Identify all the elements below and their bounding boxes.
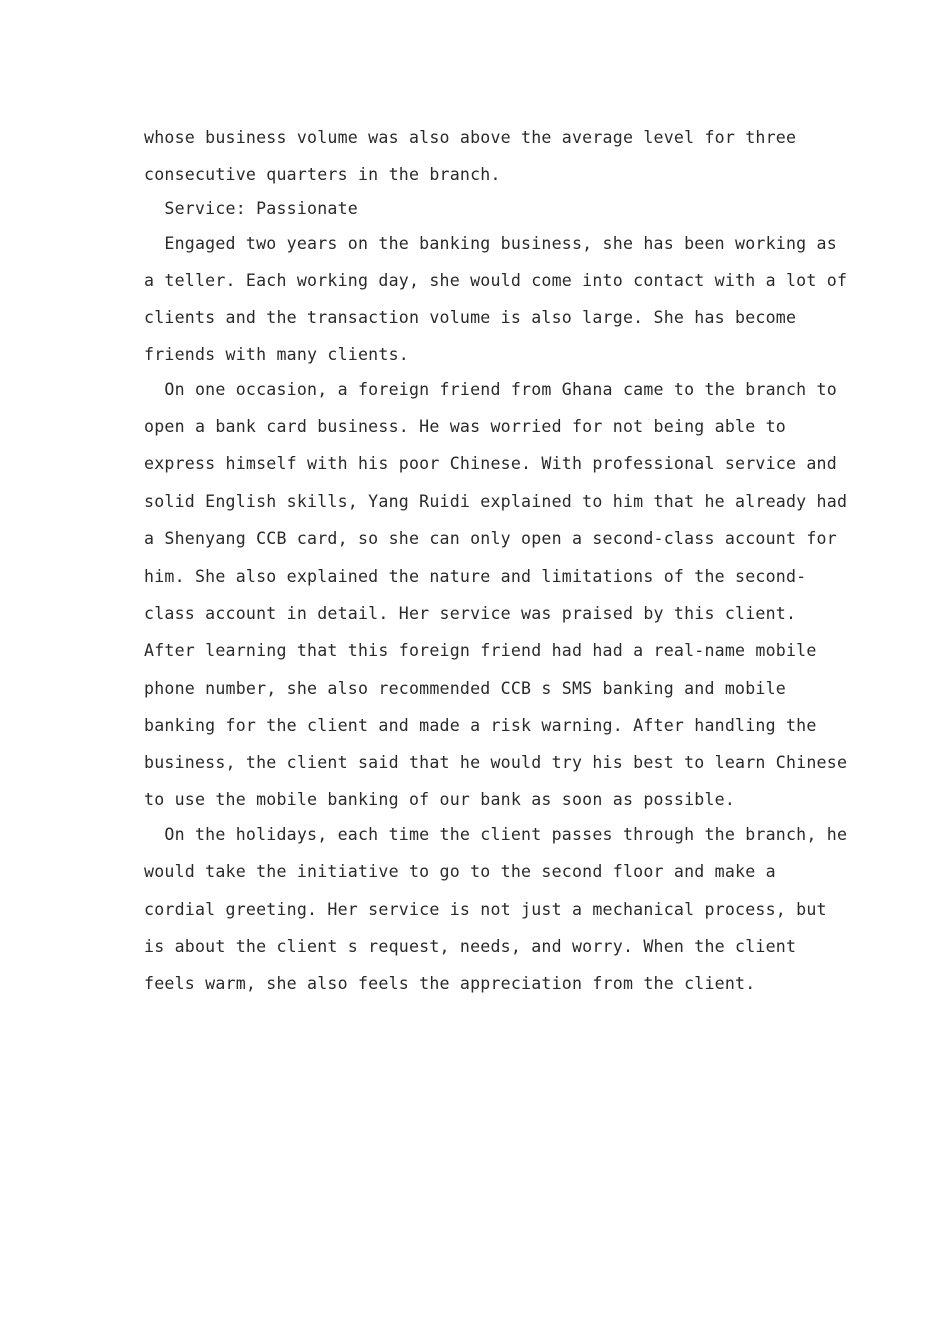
text-line: After learning that this foreign friend had had a real-name mobile — [144, 641, 817, 660]
text-line: whose business volume was also above the average level for three — [144, 128, 797, 147]
text-line: open a bank card business. He was worried for not being able to — [144, 417, 786, 436]
text-line: friends with many clients. — [144, 345, 409, 364]
text-line: a Shenyang CCB card, so she can only open a second-class account for — [144, 529, 837, 548]
text-line: a teller. Each working day, she would come into contact with a lot of — [144, 271, 848, 290]
text-line: feels warm, she also feels the appreciation from the client. — [144, 974, 756, 993]
text-line: consecutive quarters in the branch. — [144, 165, 501, 184]
text-line: clients and the transaction volume is also large. She has become — [144, 308, 797, 327]
text-line: him. She also explained the nature and limitations of the second- — [144, 567, 807, 586]
text-line: Engaged two years on the banking business, she has been working as — [144, 234, 837, 253]
text-line: express himself with his poor Chinese. With professional service and — [144, 454, 837, 473]
text-line: would take the initiative to go to the second floor and make a — [144, 862, 776, 881]
text-line: business, the client said that he would try his best to learn Chinese — [144, 753, 848, 772]
text-line: class account in detail. Her service was praised by this client. — [144, 604, 797, 623]
text-line: is about the client s request, needs, and worry. When the client — [144, 937, 797, 956]
text-line: solid English skills, Yang Ruidi explained to him that he already had — [144, 492, 848, 511]
text-line: cordial greeting. Her service is not just a mechanical process, but — [144, 900, 827, 919]
text-line: to use the mobile banking of our bank as soon as possible. — [144, 790, 736, 809]
text-line: banking for the client and made a risk warning. After handling the — [144, 716, 817, 735]
section-heading: Service: Passionate — [144, 199, 358, 218]
text-line: On the holidays, each time the client passes through the branch, he — [144, 825, 848, 844]
text-line: phone number, she also recommended CCB s SMS banking and mobile — [144, 679, 786, 698]
text-line: On one occasion, a foreign friend from Ghana came to the branch to — [144, 380, 837, 399]
